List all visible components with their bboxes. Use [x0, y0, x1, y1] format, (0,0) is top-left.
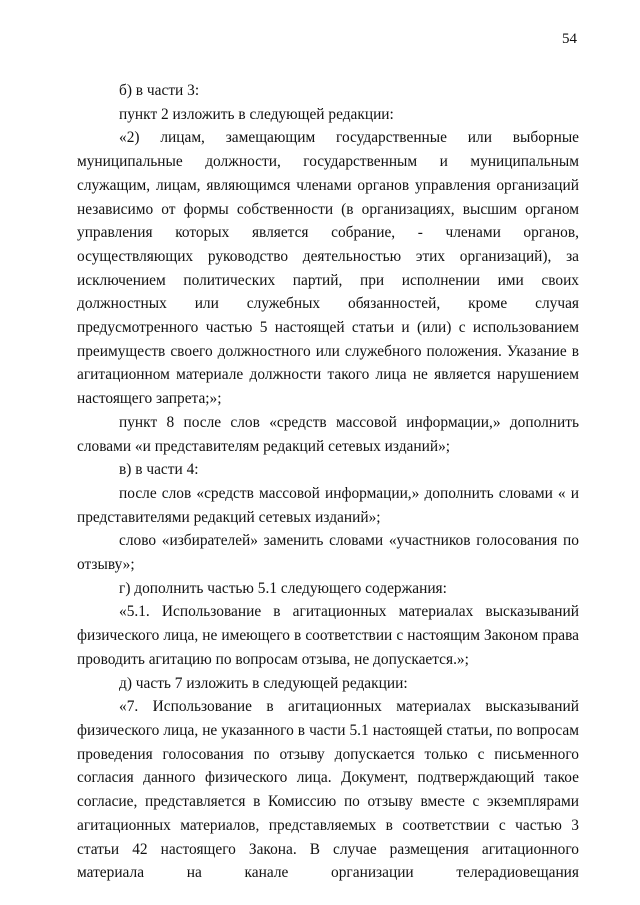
paragraph-point-2-text: «2) лицам, замещающим государственные или выборные муниципальные должности, государственным и муниципальным служащим, лицам, являющимся членами органов управления организаций независимо от формы собственности (в организациях, высшим органом управления которых является собрание, - членами органов, осуществляющих руководство деятельностью этих организаций), за исключением политических партий, при исполнении ими своих должностных или служебных обязанностей, кроме случая предусмотренного частью 5 настоящей статьи и (или) с использованием преимуществ своего должностного или служебного положения. Указание в агитационном материале должности такого лица не является нарушением настоящего запрета;»;: [77, 129, 579, 408]
paragraph-point-2-intro: пункт 2 изложить в следующей редакции:: [119, 105, 394, 123]
paragraph-item-b: б) в части 3:: [119, 82, 200, 99]
paragraph-after-words: после слов «средств массовой информации,» дополнить словами « и представителями редакций сетевых изданий»;: [77, 484, 579, 526]
paragraph-word-replace: слово «избирателей» заменить словами «участников голосования по отзыву»;: [77, 532, 579, 574]
page-number: 54: [562, 31, 577, 47]
paragraph-point-8: пункт 8 после слов «средств массовой информации,» дополнить словами «и представителям редакций сетевых изданий»;: [77, 413, 579, 455]
paragraph-item-v: в) в части 4:: [119, 461, 199, 479]
document-body: [77, 79, 579, 885]
paragraph-item-g: г) дополнить частью 5.1 следующего содержания:: [119, 579, 447, 597]
paragraph-part-7: «7. Использование в агитационных материалах высказываний физического лица, не указанного в части 5.1 настоящей статьи, по вопросам проведения голосования по отзыву допускается только с письменного согласия данного физического лица. Документ, подтверждающий такое согласие, представляется в Комиссию по отзыву вместе с экземплярами агитационных материалов, представляемых в соответствии с частью 3 статьи 42 настоящего Закона. В случае размещения агитационного материала на канале организации телерадиовещания: [77, 698, 579, 882]
paragraph-item-d: д) часть 7 изложить в следующей редакции:: [119, 674, 408, 692]
paragraph-part-5-1: «5.1. Использование в агитационных материалах высказываний физического лица, не имеющего в соответствии с настоящим Законом права проводить агитацию по вопросам отзыва, не допускается.»;: [77, 603, 579, 668]
